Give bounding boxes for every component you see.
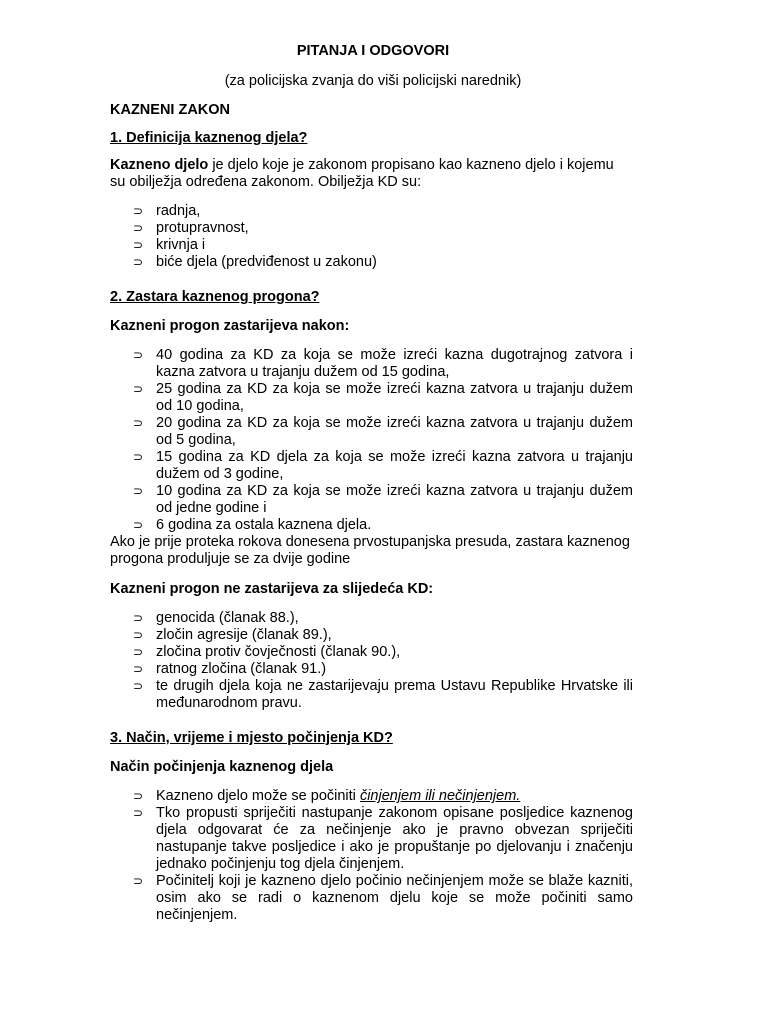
intro-bold-term: Kazneno djelo — [110, 157, 209, 173]
question-1-heading: 1. Definicija kaznenog djela? — [110, 130, 308, 146]
section-title: KAZNENI ZAKON — [110, 102, 231, 118]
q1-bullet-list — [110, 203, 633, 271]
question-3-heading: 3. Način, vrijeme i mjesto počinjenja KD? — [110, 730, 393, 746]
list-item: ⊃ 20 godina za KD za koja se može izreći kazna zatvora u trajanju dužem od 5 godina, — [133, 415, 633, 448]
bullet-icon: ⊃ — [133, 628, 144, 642]
document-body — [110, 102, 633, 924]
list-item: ⊃ protupravnost, — [133, 220, 249, 236]
bullet-icon: ⊃ — [133, 204, 144, 218]
list-item: ⊃ biće djela (predviđenost u zakonu) — [133, 254, 377, 270]
question-1-intro — [110, 157, 633, 191]
list-item: ⊃ 25 godina za KD za koja se može izreći kazna zatvora u trajanju dužem od 10 godina, — [133, 381, 633, 414]
bullet-icon: ⊃ — [133, 874, 144, 888]
bullet-icon: ⊃ — [133, 484, 144, 498]
bullet-icon: ⊃ — [133, 518, 144, 532]
bullet-icon: ⊃ — [133, 789, 144, 803]
intro-text: je djelo koje je zakonom propisano kao kazneno djelo i kojemu su obilježja određena zakonom. Obilježja KD su: — [110, 157, 614, 190]
list-item: ⊃ radnja, — [133, 203, 201, 219]
list-item: ⊃ 6 godina za ostala kaznena djela. — [133, 517, 372, 533]
bullet-icon: ⊃ — [133, 806, 144, 820]
bullet-icon: ⊃ — [133, 238, 144, 252]
bullet-icon: ⊃ — [133, 382, 144, 396]
list-item: ⊃ zločin agresije (članak 89.), — [133, 627, 332, 643]
list-item: ⊃ 40 godina za KD za koja se može izreći kazna dugotrajnog zatvora i kazna zatvora u trajanju dužem od 15 godina, — [133, 347, 633, 380]
emphasized-text: činjenjem ili nečinjenjem. — [359, 788, 521, 804]
bullet-icon: ⊃ — [133, 611, 144, 625]
bullet-icon: ⊃ — [133, 645, 144, 659]
bullet-icon: ⊃ — [133, 348, 144, 362]
q2-subheading-1: Kazneni progon zastarijeva nakon: — [110, 318, 350, 334]
question-2-heading: 2. Zastara kaznenog progona? — [110, 289, 320, 305]
bullet-icon: ⊃ — [133, 662, 144, 676]
page-title: PITANJA I ODGOVORI — [296, 43, 450, 59]
list-item: ⊃ ratnog zločina (članak 91.) — [133, 661, 327, 677]
q2-subheading-2: Kazneni progon ne zastarijeva za slijedeća KD: — [110, 581, 434, 597]
list-item: ⊃ zločina protiv čovječnosti (članak 90.), — [133, 644, 401, 660]
q3-subheading: Način počinjenja kaznenog djela — [110, 759, 334, 775]
bullet-icon: ⊃ — [133, 221, 144, 235]
list-item: ⊃ krivnja i — [133, 237, 206, 253]
q2-bullet-list-1 — [110, 347, 633, 534]
list-item: ⊃ 10 godina za KD za koja se može izreći kazna zatvora u trajanju dužem od jedne godine i — [133, 483, 633, 516]
bullet-icon: ⊃ — [133, 255, 144, 269]
list-item: ⊃ Tko propusti spriječiti nastupanje zakonom opisane posljedice kaznenog djela odgovarat će za nečinjenje ako je pravno obvezan spriječiti nastupanje takve posljedice i ako je propuštanje po djelovanju i značenju jednako počinjenju tog djela činjenjem. — [133, 805, 633, 872]
list-item: ⊃ 15 godina za KD djela za koja se može izreći kazna zatvora u trajanju dužem od 3 godine, — [133, 449, 633, 482]
bullet-icon: ⊃ — [133, 416, 144, 430]
q2-note: Ako je prije proteka rokova donesena prvostupanjska presuda, zastara kaznenog progona produljuje se za dvije godine — [110, 534, 630, 567]
list-item: ⊃ te drugih djela koja ne zastarijevaju prema Ustavu Republike Hrvatske ili međunarodnom pravu. — [133, 678, 633, 711]
list-item: ⊃ genocida (članak 88.), — [133, 610, 299, 626]
list-item: ⊃ Počinitelj koji je kazneno djelo počinio nečinjenjem može se blaže kazniti, osim ako se radi o kaznenom djelu koje se može počiniti samo nečinjenjem. — [133, 873, 633, 923]
bullet-icon: ⊃ — [133, 679, 144, 693]
q3-bullet-list — [110, 788, 633, 924]
q2-bullet-list-2 — [110, 610, 633, 712]
page-subtitle: (za policijska zvanja do viši policijski narednik) — [224, 73, 522, 89]
bullet-icon: ⊃ — [133, 450, 144, 464]
list-item: ⊃ Kazneno djelo može se počiniti činjenjem ili nečinjenjem. — [133, 788, 521, 804]
